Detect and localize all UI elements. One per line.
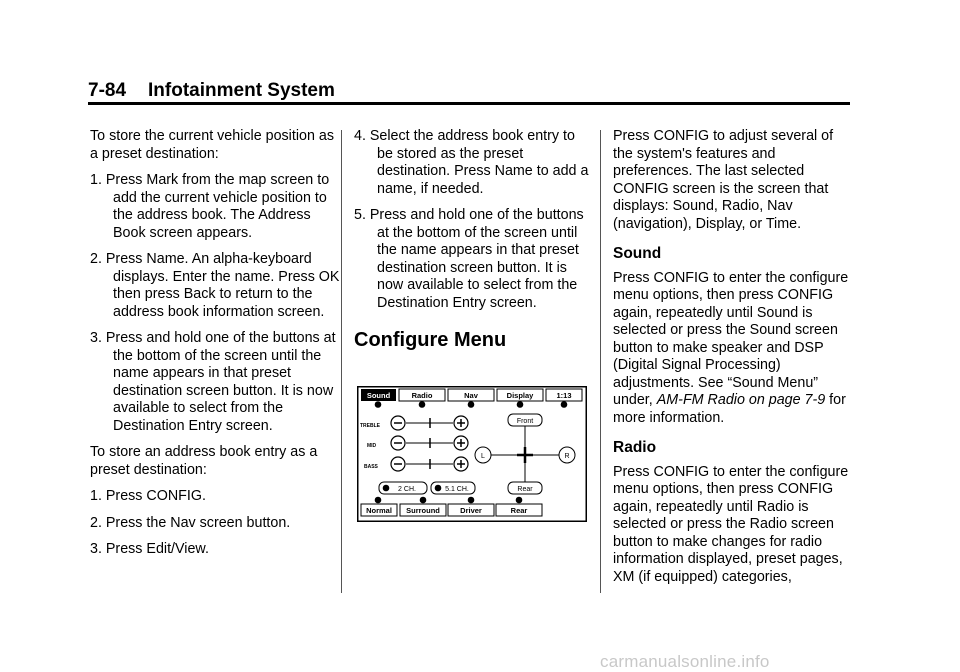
normal-label: Normal	[366, 506, 392, 515]
rear-mode-label: Rear	[510, 506, 528, 515]
paragraph: Press CONFIG to enter the configure menu options, then press CONFIG again, repeatedly until Radio is selected or press the Radio screen button to make changes for radio information displayed, preset pages, XM (if equipped) categories,	[613, 463, 849, 585]
section-heading: Configure Menu	[354, 329, 507, 351]
rear-label: Rear	[517, 486, 533, 493]
tab-indicator-dot	[468, 401, 475, 408]
row-label-mid: MID	[367, 443, 377, 449]
tab-indicator-dot	[419, 401, 426, 408]
paragraph: Press CONFIG to adjust several of the system's features and preferences. The last selected CONFIG screen is the screen that displays: Sound, Radio, Nav (navigation), Display, or Time.	[613, 128, 834, 232]
row-label-bass: BASS	[364, 464, 378, 470]
2ch-label: 2 CH.	[398, 486, 416, 493]
page-reference: AM-FM Radio on page 7-9	[656, 392, 826, 408]
column-divider	[341, 130, 342, 593]
step-item: 2. Press Name. An alpha-keyboard displays. Enter the name. Press OK then press Back to return to the address book information screen.	[90, 251, 340, 320]
tab-nav-label: Nav	[464, 391, 478, 400]
page-number: 7-84	[88, 80, 127, 101]
step-item: 4. Select the address book entry to be stored as the preset destination. Press Name to add a name, if needed.	[354, 128, 589, 197]
step-item: 3. Press and hold one of the buttons at the bottom of the screen until the name appears in that preset destination screen button. It is now available to select from the Destination Entry screen.	[90, 330, 336, 434]
left-label: L	[481, 453, 485, 460]
column-divider	[600, 130, 601, 593]
sound-text-end: for more information.	[613, 392, 846, 426]
paragraph: To store an address book entry as a preset destination:	[90, 444, 318, 478]
config-sound-screen-figure	[357, 386, 587, 522]
column-2	[354, 128, 594, 365]
column-1	[90, 128, 340, 568]
paragraph	[613, 270, 853, 428]
right-label: R	[564, 453, 570, 460]
sound-text: Press CONFIG to enter the configure menu options, then press CONFIG again, repeatedly until Sound is selected or press the Sound screen button to make speaker and DSP (Digital Signal Processing) adjustments. See “Sound Menu” under,	[613, 269, 849, 408]
subheading-sound: Sound	[613, 245, 662, 262]
tab-display-label: Display	[506, 391, 534, 400]
row-label-treble: TREBLE	[360, 423, 380, 429]
51ch-label: 5.1 CH.	[445, 486, 469, 493]
tab-indicator-dot	[517, 401, 524, 408]
step-item: 2. Press the Nav screen button.	[90, 514, 291, 531]
section-title: Infotainment System	[148, 80, 335, 101]
page-header	[88, 80, 335, 102]
front-label: Front	[516, 418, 534, 425]
paragraph: To store the current vehicle position as a preset destination:	[90, 128, 334, 162]
column-3	[613, 128, 853, 595]
surround-label: Surround	[406, 506, 440, 515]
tab-radio-label: Radio	[411, 391, 433, 400]
step-item: 3. Press Edit/View.	[90, 541, 209, 557]
tab-sound-label: Sound	[366, 391, 391, 400]
step-item: 1. Press Mark from the map screen to add the current vehicle position to the address book. The Address Book screen appears.	[90, 172, 330, 241]
subheading-radio: Radio	[613, 439, 657, 456]
tab-indicator-dot	[561, 401, 568, 408]
step-item: 1. Press CONFIG.	[90, 488, 206, 504]
driver-label: Driver	[460, 506, 482, 515]
step-item: 5. Press and hold one of the buttons at the bottom of the screen until the name appears in that preset destination screen button. It is now available to select from the Destination Entry screen.	[354, 207, 584, 311]
tab-time-label: 1:13	[556, 391, 572, 400]
tab-indicator-dot	[375, 401, 382, 408]
header-rule	[88, 102, 850, 105]
watermark: carmanualsonline.info	[600, 652, 770, 671]
